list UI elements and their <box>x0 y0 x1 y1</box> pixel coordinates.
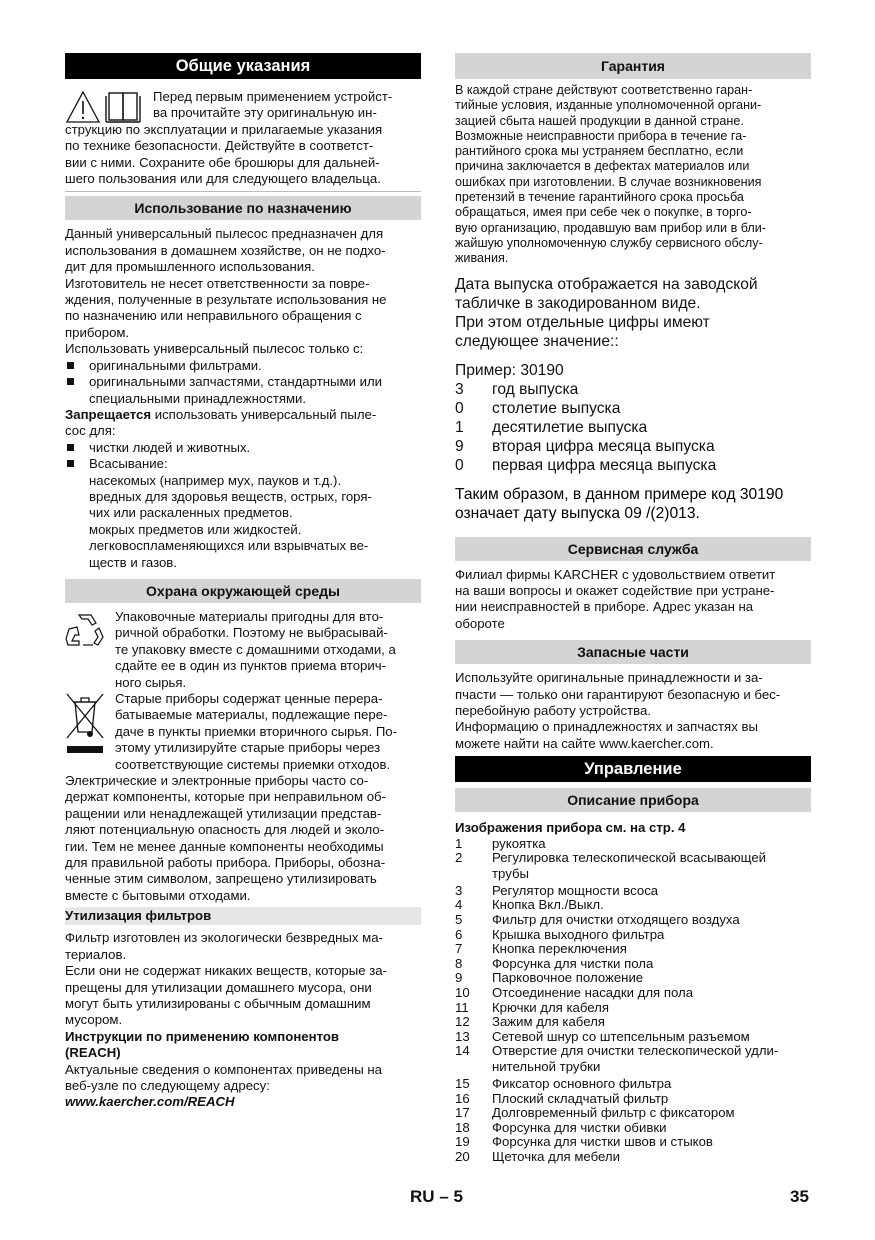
text-line: дит для промышленного использования. <box>65 259 315 275</box>
item-number: 17 <box>455 1105 470 1121</box>
digit: 0 <box>455 399 464 417</box>
digit-row <box>455 437 811 456</box>
section-title-usage: Использование по назначению <box>65 196 421 220</box>
item-label <box>492 913 740 928</box>
section-title-warranty: Гарантия <box>455 53 811 79</box>
text-line: Сетевой шнур со штепсельным разъемом <box>492 1028 750 1044</box>
crossed-bin-icon <box>65 692 105 754</box>
text-line: Информацию о принадлежностях и запчастях вы <box>455 719 758 735</box>
text-line: соответствующие системы приемки отходов. <box>115 756 391 772</box>
item-number: 6 <box>455 926 463 942</box>
text-line: по назначению или неправильного обращения с <box>65 308 362 324</box>
item-number: 3 <box>455 882 463 898</box>
footer-page-number: 35 <box>790 1187 809 1206</box>
text-line: Упаковочные материалы пригодны для вто- <box>115 608 384 624</box>
text-line: Филиал фирмы KARCHER с удовольствием ответит <box>455 566 776 582</box>
digit-row <box>455 380 811 399</box>
item-number: 2 <box>455 850 463 866</box>
list-item <box>455 1044 811 1075</box>
text-line: мусором. <box>65 1012 123 1028</box>
list-item <box>455 1106 811 1121</box>
item-label <box>492 928 664 943</box>
list-item <box>455 1001 811 1016</box>
text-line: шего пользования или для следующего владельца. <box>65 171 381 187</box>
text-line: нительной трубки <box>492 1058 601 1074</box>
section-title-parts: Запасные части <box>455 640 811 664</box>
list-item <box>455 913 811 928</box>
text-line: В каждой стране действуют соответственно гаран- <box>455 83 753 97</box>
text-line: вии с ними. Сохраните обе брошюры для дальней- <box>65 154 380 170</box>
digit-meaning: столетие выпуска <box>492 399 621 417</box>
section-title-description: Описание прибора <box>455 788 811 812</box>
text-line: даче в пункты приемки вторичного сырья. По- <box>115 723 398 739</box>
text-line: прибором. <box>65 324 130 340</box>
item-label <box>492 1077 671 1092</box>
list-item <box>455 1150 811 1165</box>
text-line: нии неисправностей в приборе. Адрес указан на <box>455 599 754 615</box>
text-line: веб-узле по следующему адресу: <box>65 1077 270 1093</box>
example-code: Пример: 30190 <box>455 361 564 379</box>
text-line: Крючки для кабеля <box>492 999 610 1015</box>
digit: 1 <box>455 418 464 436</box>
list-item <box>455 986 811 1001</box>
text-line: обороте <box>455 615 505 631</box>
text-line: держат компоненты, которые при неправильном об- <box>65 789 386 805</box>
text-line: следующее значение:: <box>455 332 619 350</box>
item-number: 19 <box>455 1134 470 1150</box>
section-title-control: Управление <box>455 756 811 782</box>
text-line: оригинальными запчастями, стандартными или <box>89 374 383 390</box>
digit-row <box>455 399 811 418</box>
divider <box>65 191 421 192</box>
text-line: перебойную работу устройства. <box>455 703 651 718</box>
reach-link[interactable]: www.kaercher.com/REACH <box>65 1094 235 1110</box>
item-number: 9 <box>455 970 463 986</box>
text-line: жайшую уполномоченную службу сервисного обслу- <box>455 235 763 250</box>
subsection-title-filters: Утилизация фильтров <box>65 907 421 925</box>
text-line: этому утилизируйте старые приборы через <box>115 740 381 756</box>
item-number: 14 <box>455 1043 470 1059</box>
text-line: сос для: <box>65 423 116 439</box>
text-line: прещены для утилизации домашнего мусора, они <box>65 979 372 995</box>
item-label <box>492 884 658 899</box>
text-line: рукоятка <box>492 835 546 851</box>
section-title-service: Сервисная служба <box>455 537 811 561</box>
reach-title: (REACH) <box>65 1045 121 1061</box>
item-number: 20 <box>455 1148 470 1164</box>
item-label <box>492 942 627 957</box>
bullet-item <box>65 358 421 374</box>
text-line: рантийного срока мы устраняем бесплатно, если <box>455 144 744 159</box>
item-number: 11 <box>455 999 469 1015</box>
text-line: Парковочное положение <box>492 970 644 986</box>
right-column <box>455 53 811 1165</box>
text-line: Изготовитель не несет ответственности за повре- <box>65 275 370 291</box>
text-line: ляют потенциальную опасность для людей и эколо- <box>65 822 385 838</box>
bullet-item <box>65 440 421 456</box>
list-item <box>455 928 811 943</box>
footer-language-page: RU – 5 <box>410 1187 463 1206</box>
digit-meaning: год выпуска <box>492 380 579 398</box>
item-label <box>492 1030 750 1045</box>
text-line: ществ и газов. <box>89 554 177 570</box>
section-title-general: Общие указания <box>65 53 421 79</box>
text-line: чистки людей и животных. <box>89 439 251 455</box>
date-explanation <box>455 275 811 523</box>
list-item <box>455 971 811 986</box>
text-line: трубы <box>492 865 529 881</box>
text-line: табличке в закодированном виде. <box>455 294 701 312</box>
text-line: батываемые материалы, подлежащие пере- <box>115 707 388 723</box>
item-label <box>492 1121 666 1136</box>
text-line: живания. <box>455 251 509 266</box>
text-line: Данный универсальный пылесос предназначен для <box>65 226 384 242</box>
digit: 3 <box>455 380 464 398</box>
text-line: Плоский складчатый фильтр <box>492 1090 669 1106</box>
item-label <box>492 837 546 852</box>
text-line: гии. Тем не менее данные компоненты необходимы <box>65 838 384 854</box>
bold-text: Запрещается <box>65 406 152 422</box>
text-line: Старые приборы содержат ценные перера- <box>115 691 383 706</box>
item-label <box>492 1150 620 1165</box>
text-line: те упаковку вместе с домашними отходами, а <box>115 641 396 657</box>
text-line: Актуальные сведения о компонентах приведены на <box>65 1061 382 1077</box>
text-line: Фильтр изготовлен из экологически безвредных ма- <box>65 930 383 946</box>
text-line: специальными принадлежностями. <box>89 390 307 406</box>
text-line: Зажим для кабеля <box>492 1014 605 1030</box>
item-number: 18 <box>455 1119 470 1135</box>
text-line: Отверстие для очистки телескопической удли- <box>492 1043 779 1059</box>
list-item <box>455 1135 811 1150</box>
general-paragraph <box>65 89 421 187</box>
text-line: могут быть утилизированы с обычным домашним <box>65 995 371 1011</box>
text-line: ричной обработки. Поэтому не выбрасывай- <box>115 625 388 641</box>
text-line: Всасывание: <box>89 456 168 472</box>
item-label <box>492 851 766 882</box>
parts-list <box>455 837 811 1165</box>
list-item <box>455 1077 811 1092</box>
list-item <box>455 1121 811 1136</box>
text-line <box>65 407 421 423</box>
item-label <box>492 971 643 986</box>
text-line: ченные этим символом, запрещено утилизировать <box>65 871 377 887</box>
text-line: ждения, полученные в результате использования не <box>65 292 387 308</box>
text-line: вредных для здоровья веществ, острых, горя- <box>89 488 372 504</box>
text-line: можете найти на сайте www.kaercher.com. <box>455 735 714 751</box>
text-line: Используйте оригинальные принадлежности и за- <box>455 670 763 686</box>
text-line: ва прочитайте эту оригинальную ин- <box>153 105 377 121</box>
text-line: Фильтр для очистки отходящего воздуха <box>492 912 740 927</box>
text-line: зацией сбыта нашей продукции в данной стране. <box>455 113 744 128</box>
text-line: Электрические и электронные приборы часто со- <box>65 773 369 789</box>
description-subtitle: Изображения прибора см. на стр. 4 <box>455 820 686 836</box>
section-title-environment: Охрана окружающей среды <box>65 579 421 603</box>
text-line: чих или раскаленных предметов. <box>89 505 293 521</box>
usage-text <box>65 226 421 571</box>
text-line: легковоспламеняющихся или взрывчатых ве- <box>89 538 369 554</box>
service-text <box>455 567 811 633</box>
text-line: Таким образом, в данном примере код 30190 <box>455 485 784 503</box>
digit-meaning: десятилетие выпуска <box>492 418 648 436</box>
item-number: 16 <box>455 1090 470 1106</box>
digit: 9 <box>455 437 464 455</box>
text-line: сдайте ее в один из пунктов приема вторич- <box>115 658 386 674</box>
item-label <box>492 1135 713 1150</box>
text: использовать универсальный пыле- <box>151 406 377 422</box>
item-label <box>492 1044 778 1075</box>
text-line: Щеточка для мебели <box>492 1148 620 1164</box>
text-line: претензий в течение гарантийного срока просьба <box>455 190 744 205</box>
text-line: Дата выпуска отображается на заводской <box>455 275 758 293</box>
item-label <box>492 957 653 972</box>
text-line: При этом отдельные цифры имеют <box>455 313 710 331</box>
text-line: для правильной работы прибора. Приборы, обозна- <box>65 855 386 871</box>
text-line: на ваши вопросы и окажет содействие при устране- <box>455 582 775 598</box>
text-line: Если они не содержат никаких веществ, которые за- <box>65 963 388 979</box>
text-line: Отсоединение насадки для пола <box>492 984 694 1000</box>
digit-meaning: первая цифра месяца выпуска <box>492 456 717 474</box>
weee-paragraph <box>65 691 421 773</box>
digit-row <box>455 456 811 475</box>
recycle-paragraph <box>65 609 421 691</box>
item-label <box>492 1106 735 1121</box>
item-number: 5 <box>455 912 463 927</box>
text-line: Возможные неисправности прибора в течение га- <box>455 128 747 143</box>
bullet-item <box>65 456 421 472</box>
text-line: Кнопка Вкл./Выкл. <box>492 897 604 913</box>
item-number: 1 <box>455 835 463 851</box>
item-label <box>492 1092 668 1107</box>
text-line: Долговременный фильтр с фиксатором <box>492 1105 735 1121</box>
recycle-icon <box>65 611 105 649</box>
text-line: причина заключается в дефектах материалов или <box>455 159 750 174</box>
text-line: Кнопка переключения <box>492 941 627 957</box>
item-label <box>492 986 693 1001</box>
item-number: 8 <box>455 955 463 971</box>
item-label <box>492 1015 605 1030</box>
digit: 0 <box>455 456 464 474</box>
item-number: 15 <box>455 1075 470 1091</box>
list-item <box>455 1030 811 1045</box>
text-line: Регулировка телескопической всасывающей <box>492 850 767 866</box>
digit-row <box>455 418 811 437</box>
left-column <box>65 53 421 1111</box>
item-label <box>492 1001 609 1016</box>
text-line: Перед первым применением устройст- <box>153 89 393 104</box>
text-line: оригинальными фильтрами. <box>89 357 262 373</box>
item-number: 10 <box>455 984 470 1000</box>
item-number: 12 <box>455 1014 470 1030</box>
text-line: Использовать универсальный пылесос только с: <box>65 341 364 357</box>
electro-paragraph <box>65 773 421 904</box>
text-line: Форсунка для чистки обивки <box>492 1119 667 1135</box>
text-line: струкцию по эксплуатации и прилагаемые указания <box>65 121 383 137</box>
text-line: териалов. <box>65 946 127 962</box>
item-number: 13 <box>455 1028 470 1044</box>
text-line: пчасти — только они гарантируют безопасную и бес- <box>455 686 781 702</box>
warranty-text <box>455 83 811 267</box>
text-line: вместе с бытовыми отходами. <box>65 887 251 903</box>
text-line: насекомых (например мух, пауков и т.д.). <box>89 472 342 488</box>
list-item <box>455 898 811 913</box>
text-line: ного сырья. <box>115 674 187 690</box>
item-label <box>492 898 604 913</box>
text-line: Форсунка для чистки пола <box>492 955 654 971</box>
digit-meaning: вторая цифра месяца выпуска <box>492 437 715 455</box>
text-line: ошибках при изготовлении. В случае возникновения <box>455 174 762 189</box>
text-line: Фиксатор основного фильтра <box>492 1075 672 1091</box>
warning-and-manual-icon <box>65 90 150 124</box>
text-line: Регулятор мощности всоса <box>492 882 659 898</box>
filters-text <box>65 930 421 1110</box>
text-line: ращении или ненадлежащей утилизации представ- <box>65 805 382 821</box>
text-line: тийные условия, изданные уполномоченной органи- <box>455 98 762 113</box>
item-number: 4 <box>455 897 463 913</box>
list-item <box>455 884 811 899</box>
list-item <box>455 1092 811 1107</box>
text-line: означает дату выпуска 09 /(2)013. <box>455 504 700 522</box>
text-line: использования в домашнем хозяйстве, он не подхо- <box>65 242 386 258</box>
reach-title: Инструкции по применению компонентов <box>65 1028 340 1044</box>
parts-text <box>455 670 811 752</box>
list-item <box>455 957 811 972</box>
list-item <box>455 942 811 957</box>
text-line: Форсунка для чистки швов и стыков <box>492 1134 713 1150</box>
list-item <box>455 837 811 852</box>
text-line: вую организацию, продавшую вам прибор или в бли- <box>455 220 766 235</box>
text-line: мокрых предметов или жидкостей. <box>89 521 302 537</box>
text-line: по технике безопасности. Действуйте в соответст- <box>65 138 374 154</box>
item-number: 7 <box>455 941 463 957</box>
list-item <box>455 1015 811 1030</box>
text-line: Крышка выходного фильтра <box>492 926 665 942</box>
bullet-item <box>65 374 421 407</box>
text-line: обращаться, имея при себе чек о покупке, в торго- <box>455 205 752 220</box>
list-item <box>455 851 811 882</box>
